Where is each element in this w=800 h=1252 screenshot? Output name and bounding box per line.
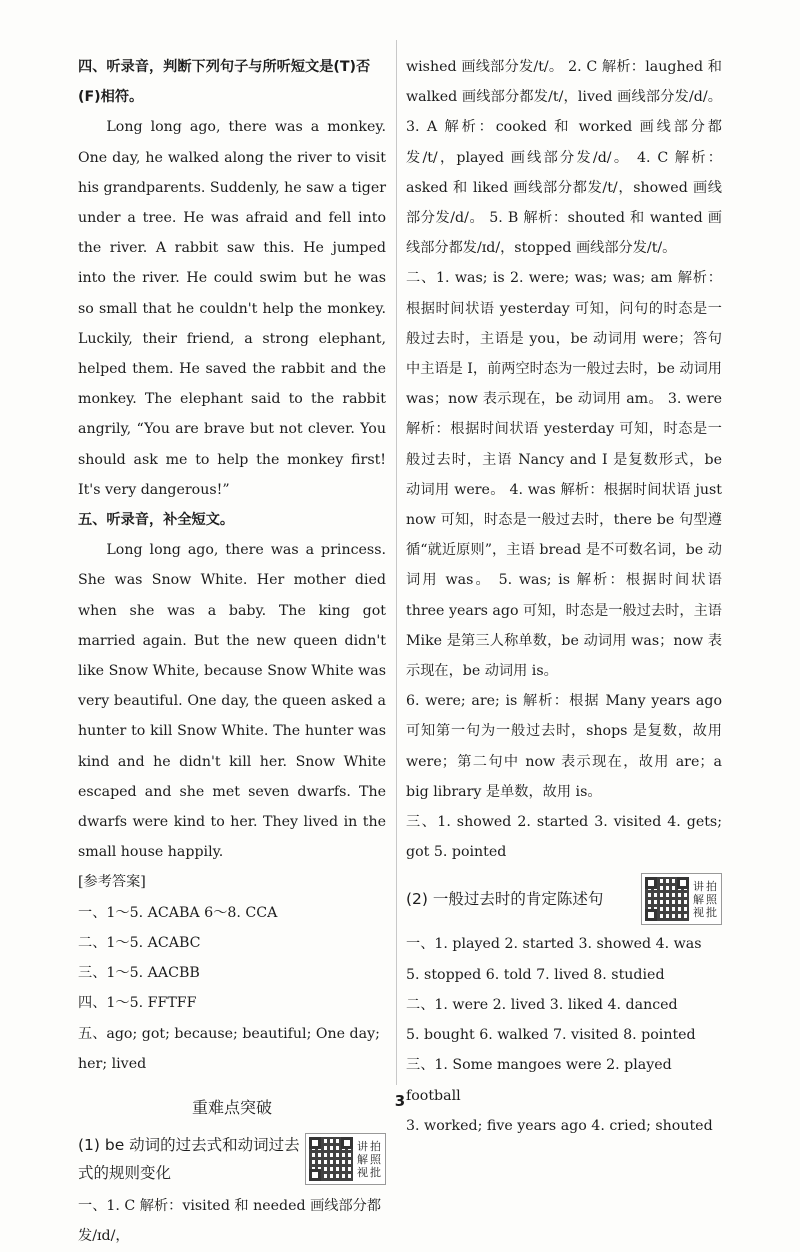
- section3-answers: 三、1. showed 2. started 3. visited 4. gets; got 5. pointed: [406, 814, 722, 861]
- sub2-line-1: 一、1. played 2. started 3. showed 4. was: [406, 936, 702, 953]
- passage-snow-white: Long long ago, there was a princess. She was Snow White. Her mother died when she was a baby. The king got married again. But the new queen didn't like Snow White, because Snow White was very beautiful. One day, the queen asked a hunter to kill Snow White. The hunter was kind and he didn't kill her. Snow White escaped and she met seven dwarfs. The dwarfs were kind to her. They lived in the small house happily.: [78, 542, 387, 861]
- answer-line-5: 五、ago; got; because; beautiful; One day; her; lived: [78, 1025, 380, 1072]
- answer-line-4: 四、1～5. FFTFF: [78, 995, 197, 1012]
- qr-caption: 讲 拍 解 照 视 批: [693, 879, 717, 919]
- sub2-line-5: 三、1. Some mangoes were 2. played football: [406, 1057, 672, 1104]
- section2-explanation-6: 6. were; are; is 解析：根据 Many years ago 可知第一句为一般过去时，shops 是复数，故用 were；第二句中 now 表示现在，故用 are；a big library 是单数，故用 is。: [406, 693, 722, 800]
- section4-title: 四、听录音，判断下列句子与所听短文是(T)否(F)相符。: [78, 59, 371, 106]
- section5-title: 五、听录音，补全短文。: [78, 512, 235, 529]
- sub2-line-4: 5. bought 6. walked 7. visited 8. pointed: [406, 1027, 696, 1044]
- sub2-line-2: 5. stopped 6. told 7. lived 8. studied: [406, 966, 665, 983]
- reference-answer-label: [参考答案]: [78, 874, 146, 891]
- left-column: [78, 52, 386, 1252]
- qr-code-image: [309, 1137, 353, 1181]
- qr-caption: 讲 拍 解 照 视 批: [357, 1139, 381, 1179]
- subsection2-header: [406, 873, 722, 925]
- qr-code-image: [645, 877, 689, 921]
- section-heading: 重难点突破: [191, 1097, 272, 1117]
- right-column: [406, 52, 722, 1141]
- page-number: 3: [394, 1092, 406, 1110]
- answer-line-2: 二、1～5. ACABC: [78, 934, 201, 951]
- answers-continued: wished 画线部分发/t/。 2. C 解析：laughed 和 walked 画线部分都发/t/，lived 画线部分发/d/。 3. A 解析：cooked 和 worked 画线部分都发/t/，played 画线部分发/d/。 4. C 解析：asked 和 liked 画线部分都发/t/，showed 画线部分发/d/。 5. B 解析：shouted 和 wanted 画线部分都发/ɪd/，stopped 画线部分发/t/。: [406, 59, 722, 257]
- subsection1-header: [78, 1131, 386, 1187]
- section2-explanations: 二、1. was; is 2. were; was; was; am 解析：根据时间状语 yesterday 可知，问句的时态是一般过去时，主语是 you，be 动词用 were；答句中主语是 I，前两空时态为一般过去时，be 动词用 was；now 表示现在，be 动词用 am。 3. were 解析：根据时间状语 yesterday 可知，时态是一般过去时，主语 Nancy and I 是复数形式，be 动词用 were。 4. was 解析：根据时间状语 just now 可知，时态是一般过去时，there be 句型遵循“就近原则”，主语 bread 是不可数名词，be 动词用 was。 5. was; is 解析：根据时间状语 three years ago 可知，时态是一般过去时，主语 Mike 是第三人称单数，be 动词用 was；now 表示现在，be 动词用 is。: [406, 270, 722, 680]
- passage-monkey: Long long ago, there was a monkey. One day, he walked along the river to visit his grandparents. Suddenly, he saw a tiger under a tree. He was afraid and fell into the river. A rabbit saw this. He jumped into the river. He could swim but he was so small that he couldn't help the monkey. Luckily, their friend, a strong elephant, helped them. He saved the rabbit and the monkey. The elephant said to the rabbit angrily, “You are brave but not clever. You should ask me to help the monkey first! It's very dangerous!”: [78, 119, 387, 498]
- column-divider: [396, 40, 397, 1085]
- qr-code-1[interactable]: [305, 1133, 386, 1185]
- subsection1-first-line: 一、1. C 解析：visited 和 needed 画线部分都发/ɪd/，: [78, 1198, 382, 1245]
- answer-line-3: 三、1～5. AACBB: [78, 965, 200, 982]
- sub2-line-6: 3. worked; five years ago 4. cried; shouted: [406, 1117, 713, 1134]
- sub2-line-3: 二、1. were 2. lived 3. liked 4. danced: [406, 996, 678, 1013]
- qr-code-2[interactable]: [641, 873, 722, 925]
- subsection2-title: (2) 一般过去时的肯定陈述句: [406, 890, 604, 909]
- subsection1-title: (1) be 动词的过去式和动词过去式的规则变化: [78, 1136, 300, 1183]
- answer-line-1: 一、1～5. ACABA 6～8. CCA: [78, 904, 278, 921]
